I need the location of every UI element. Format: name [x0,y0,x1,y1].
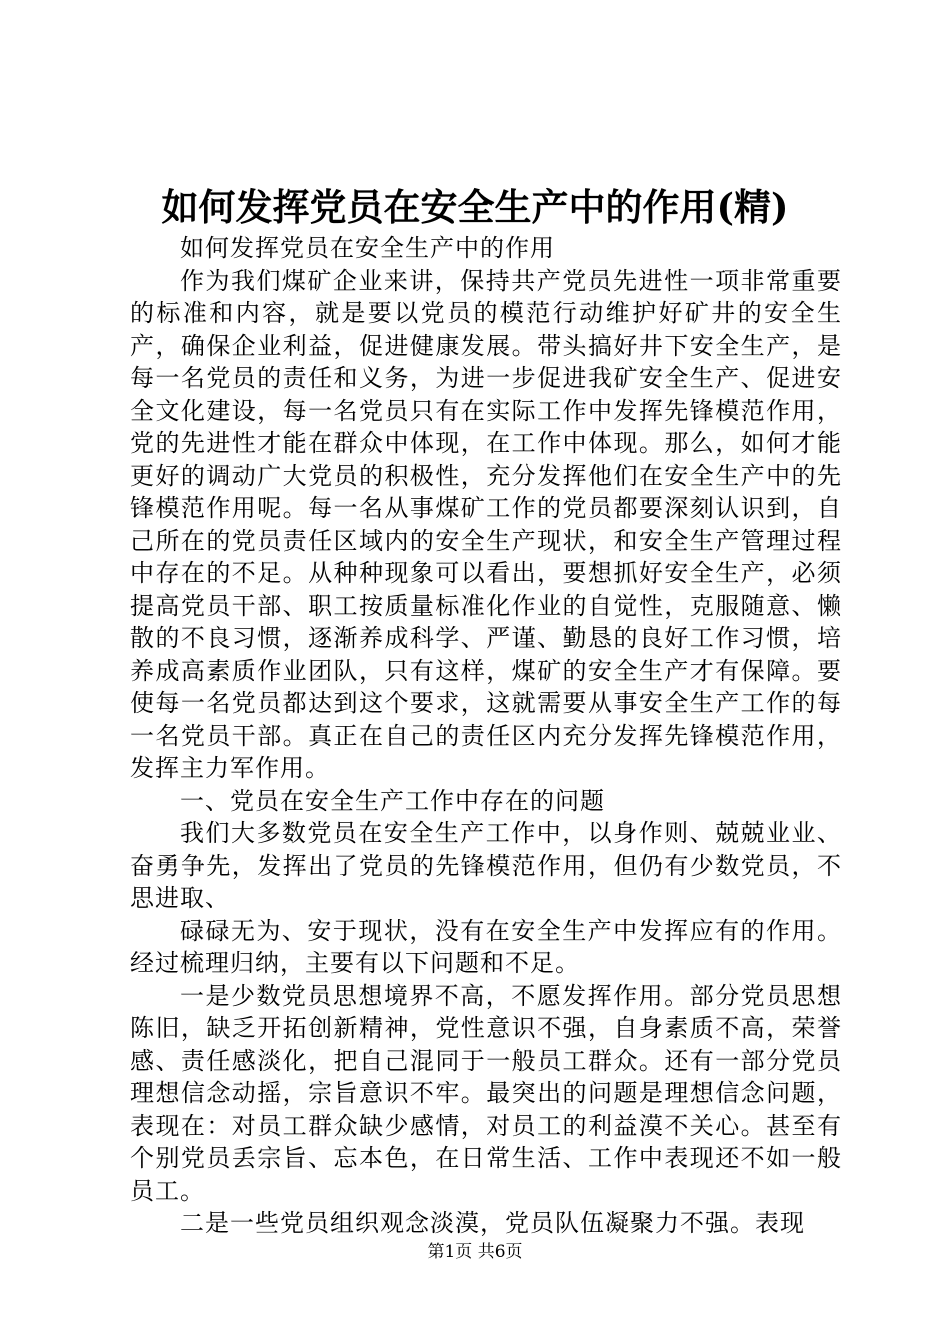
paragraph-intro: 作为我们煤矿企业来讲，保持共产党员先进性一项非常重要的标准和内容，就是要以党员的模范行动维护好矿井的安全生产，确保企业利益，促进健康发展。带头搞好井下安全生产，是每一名党员的责任和义务，为进一步促进我矿安全生产、促进安全文化建设，每一名党员只有在实际工作中发挥先锋模范作用，党的先进性才能在群众中体现，在工作中体现。那么，如何才能更好的调动广大党员的积极性，充分发挥他们在安全生产中的先锋模范作用呢。每一名从事煤矿工作的党员都要深刻认识到，自己所在的党员责任区域内的安全生产现状，和安全生产管理过程中存在的不足。从种种现象可以看出，要想抓好安全生产，必须提高党员干部、职工按质量标准化作业的自觉性，克服随意、懒散的不良习惯，逐渐养成科学、严谨、勤恳的良好工作习惯，培养成高素质作业团队，只有这样，煤矿的安全生产才有保障。要使每一名党员都达到这个要求，这就需要从事安全生产工作的每一名党员干部。真正在自己的责任区内充分发挥先锋模范作用，发挥主力军作用。 [130,266,842,782]
document-body [130,232,842,1240]
paragraph-body: 二是一些党员组织观念淡漠，党员队伍凝聚力不强。表现 [180,1209,805,1237]
paragraph-subtitle: 如何发挥党员在安全生产中的作用 [180,234,555,262]
page-number-footer: 第1页 共6页 [427,1242,523,1262]
paragraph-body: 我们大多数党员在安全生产工作中，以身作则、兢兢业业、奋勇争先，发挥出了党员的先锋模范作用，但仍有少数党员，不思进取、 [130,819,842,912]
document-title: 如何发挥党员在安全生产中的作用(精) [161,185,789,229]
paragraph-body: 一是少数党员思想境界不高，不愿发挥作用。部分党员思想陈旧，缺乏开拓创新精神，党性意识不强，自身素质不高，荣誉感、责任感淡化，把自己混同于一般员工群众。还有一部分党员理想信念动摇，宗旨意识不牢。最突出的问题是理想信念问题，表现在：对员工群众缺少感情，对员工的利益漠不关心。甚至有个别党员丢宗旨、忘本色，在日常生活、工作中表现还不如一般员工。 [130,981,842,1205]
paragraph-section-heading: 一、党员在安全生产工作中存在的问题 [180,786,605,815]
paragraph-body: 碌碌无为、安于现状，没有在安全生产中发挥应有的作用。经过梳理归纳，主要有以下问题和不足。 [130,916,842,977]
